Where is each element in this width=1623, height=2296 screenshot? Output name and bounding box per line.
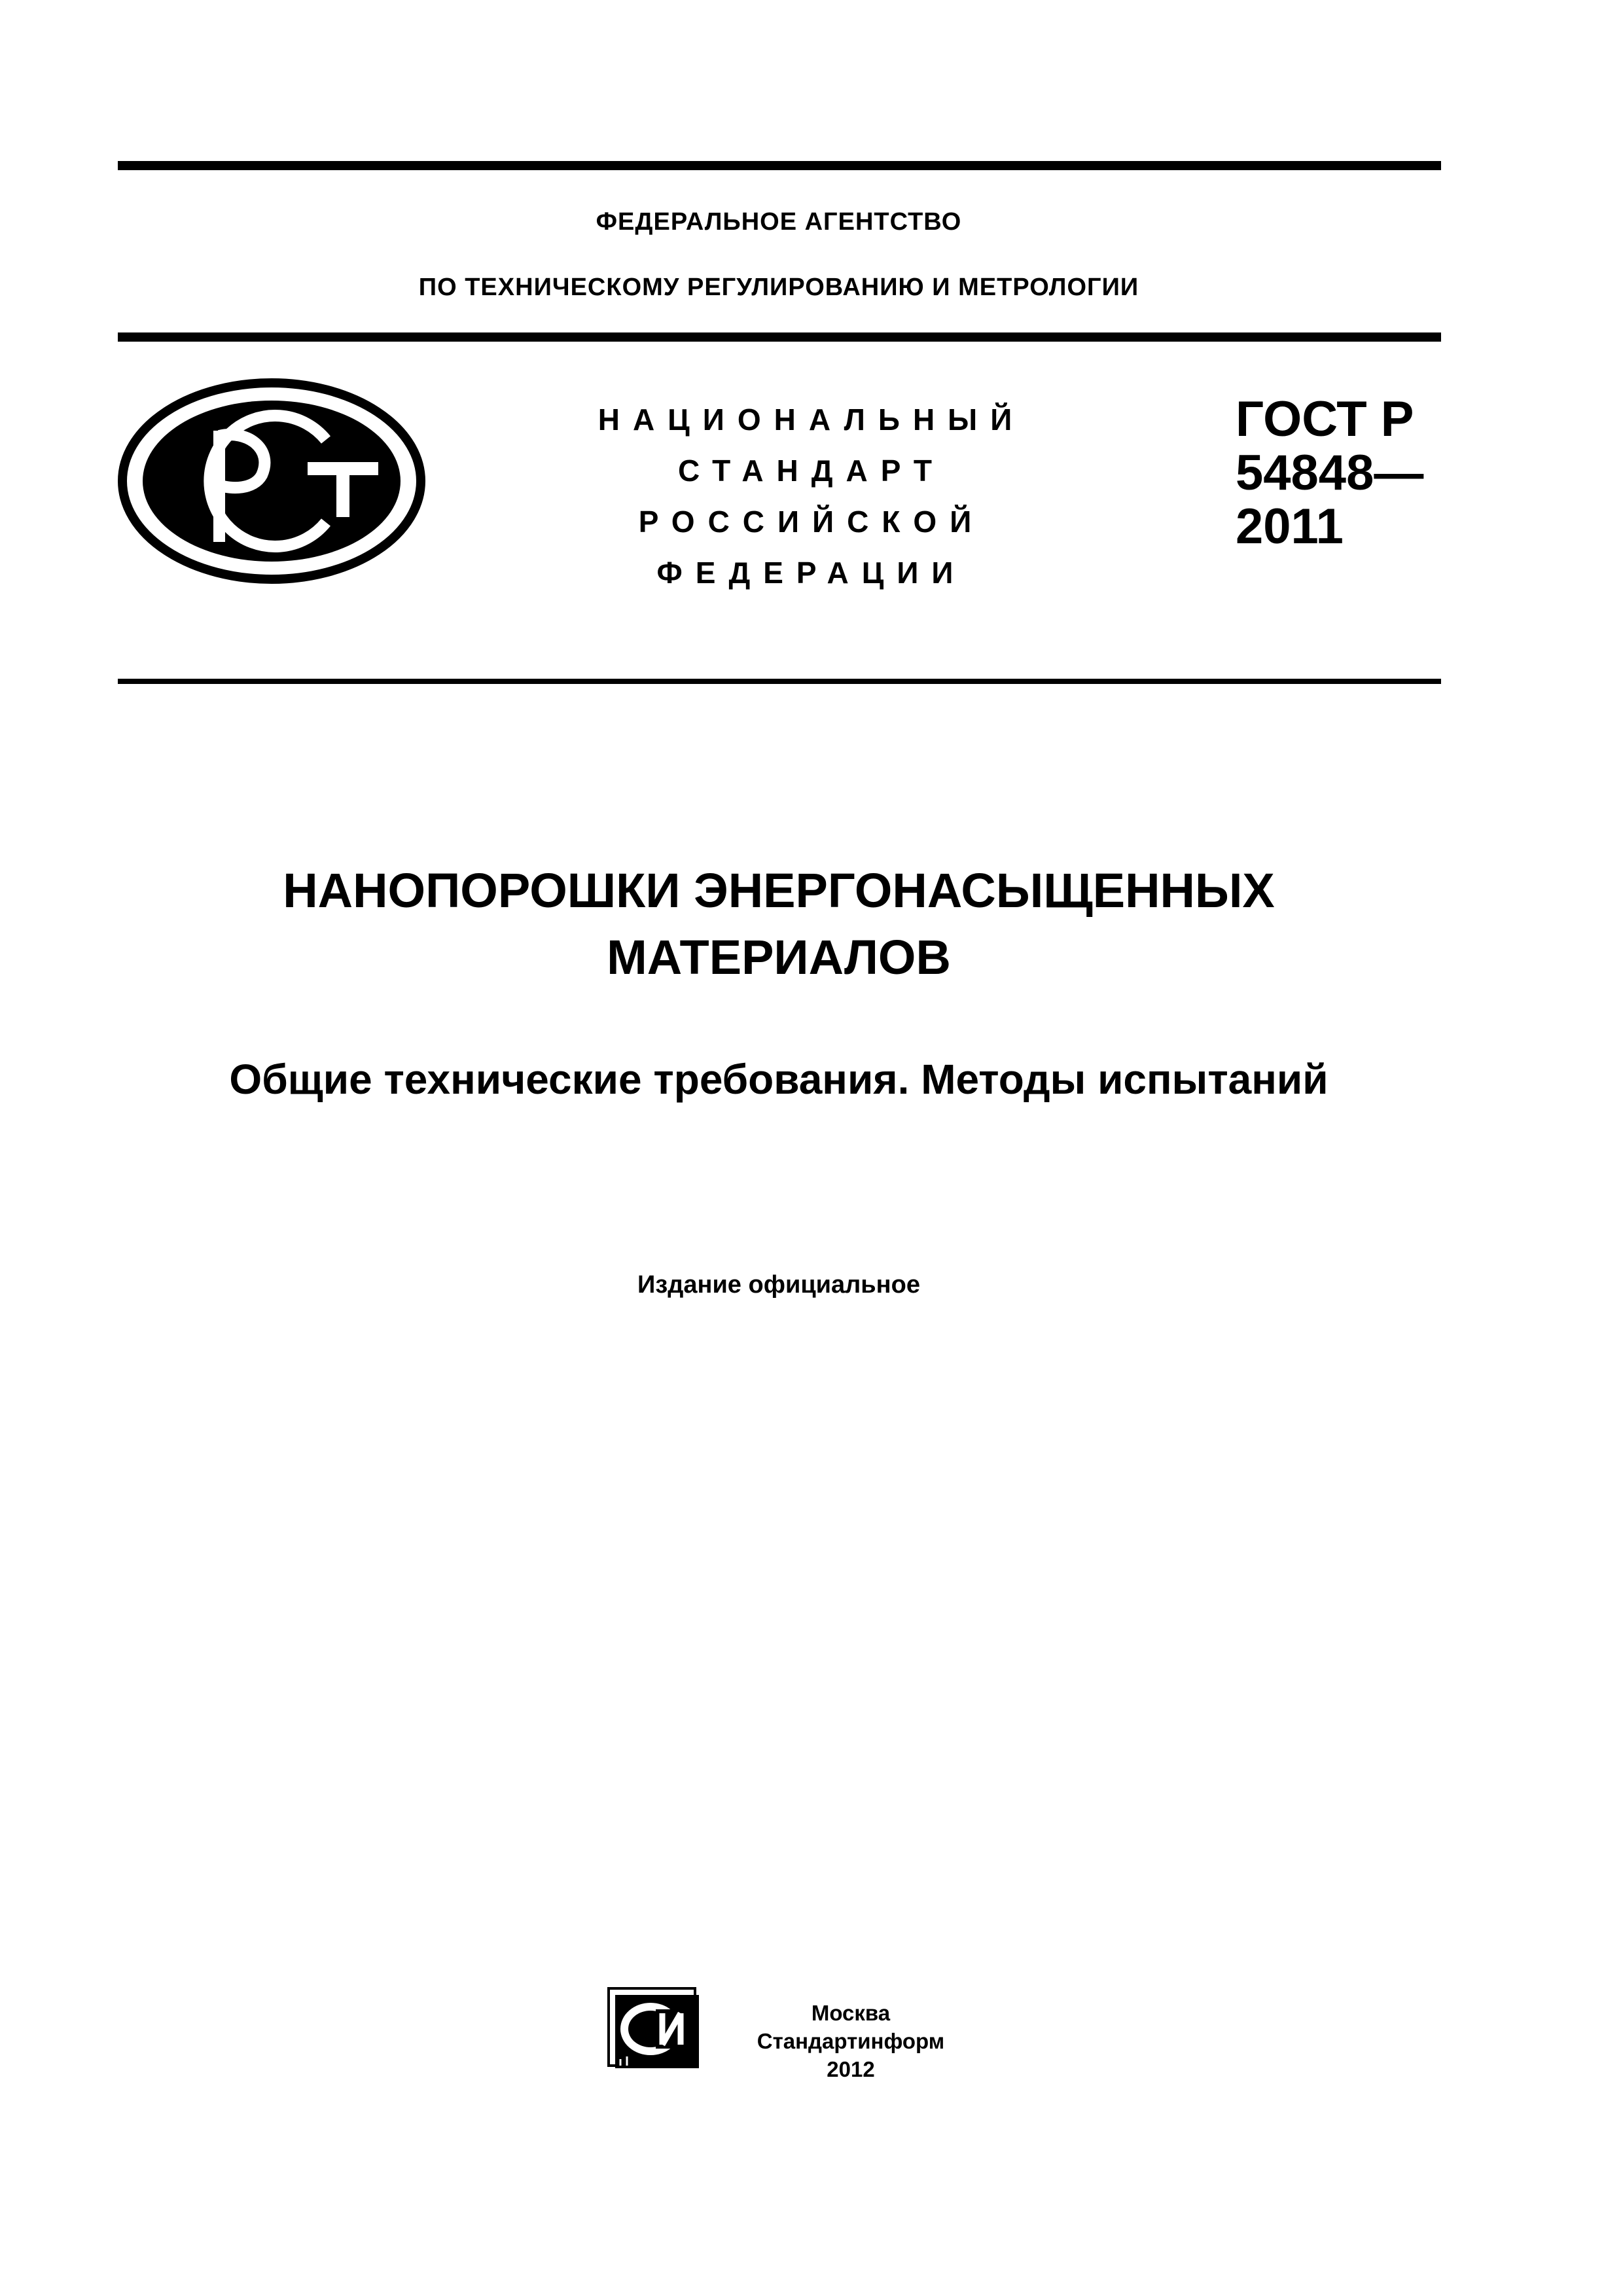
designation-line-2: 54848— [1236, 445, 1424, 501]
publisher-name: Стандартинформ [757, 2029, 945, 2053]
document-subtitle: Общие технические требования. Методы испытаний [229, 1056, 1329, 1103]
title-line-2: МАТЕРИАЛОВ [607, 930, 951, 984]
top-rule [118, 161, 1441, 170]
publisher-block [753, 1999, 949, 2083]
header-bottom-rule [118, 332, 1441, 342]
agency-line-1: ФЕДЕРАЛЬНОЕ АГЕНТСТВО [596, 208, 962, 236]
edition-note: Издание официальное [637, 1271, 920, 1299]
standard-type-line-3: РОССИЙСКОЙ [638, 505, 985, 539]
publisher-year: 2012 [827, 2057, 875, 2081]
standard-type-line-4: ФЕДЕРАЦИИ [656, 556, 967, 590]
title-line-1: НАНОПОРОШКИ ЭНЕРГОНАСЫЩЕННЫХ [283, 863, 1275, 918]
standard-type-line-2: СТАНДАРТ [678, 454, 945, 488]
rst-logo-icon [116, 377, 427, 585]
agency-line-2: ПО ТЕХНИЧЕСКОМУ РЕГУЛИРОВАНИЮ И МЕТРОЛОГИИ [418, 274, 1139, 301]
document-title [118, 857, 1440, 991]
standard-designation [1236, 393, 1423, 554]
standartinform-logo-icon [607, 1987, 705, 2071]
designation-line-1: ГОСТ Р [1236, 391, 1414, 447]
designation-line-3: 2011 [1236, 499, 1344, 554]
publisher-city: Москва [811, 2001, 891, 2025]
logo-section-rule [118, 679, 1441, 684]
standard-type-line-1: НАЦИОНАЛЬНЫЙ [597, 403, 1026, 437]
